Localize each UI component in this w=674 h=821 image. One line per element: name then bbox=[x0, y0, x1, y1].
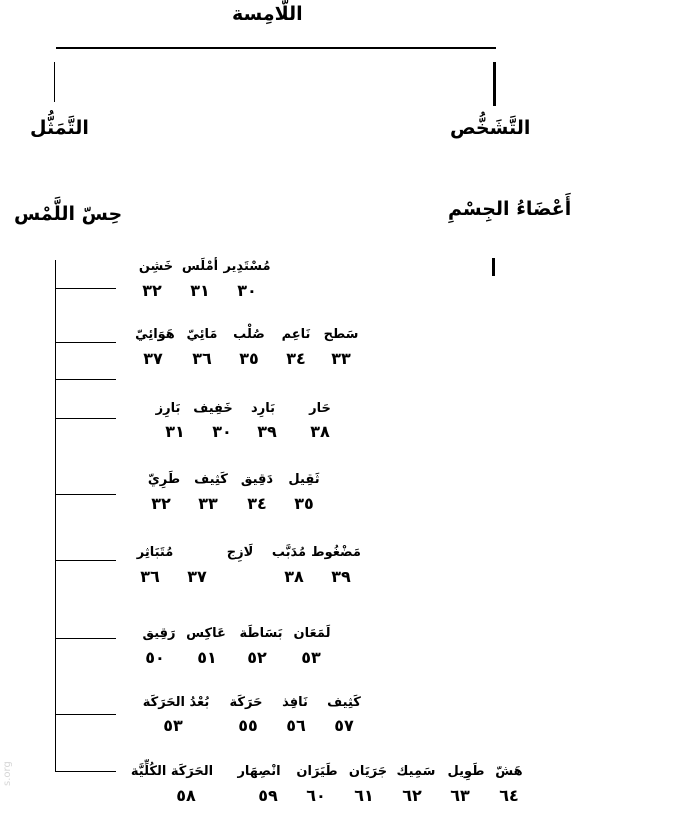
connector bbox=[56, 342, 116, 343]
row-number: ٣٢ bbox=[142, 281, 162, 300]
row-word: عَاكِس bbox=[186, 626, 226, 641]
row-word: خَشِن bbox=[138, 259, 174, 274]
connector bbox=[56, 418, 116, 419]
row-number: ٥٩ bbox=[258, 786, 278, 805]
row-word: كَثِيف bbox=[327, 695, 361, 710]
row-number: ٥٣ bbox=[163, 716, 183, 735]
row-word: مَضْغُوط bbox=[311, 545, 361, 560]
row-word: لَمَعَان bbox=[293, 626, 331, 641]
row-word: نَافِذ bbox=[282, 695, 308, 710]
row-word: هَوَائِيّ bbox=[135, 327, 175, 342]
row-word: صُلْب bbox=[233, 327, 265, 342]
row-word: طَيَرَان bbox=[296, 764, 338, 779]
row-number: ٣٧ bbox=[143, 349, 163, 368]
row-word: أمْلَس bbox=[181, 259, 219, 274]
row-number: ٣٨ bbox=[310, 422, 330, 441]
row-word: رَقِيق bbox=[142, 626, 176, 641]
row-number: ٥٢ bbox=[247, 648, 267, 667]
left-branch-title: التَّمَثُّل bbox=[30, 117, 89, 139]
row-word: الحَرَكَة الكُلِّيَّة bbox=[130, 764, 214, 779]
row-word: سَطح bbox=[323, 327, 359, 342]
connector bbox=[56, 714, 116, 715]
row-word: طَرِيّ bbox=[147, 472, 181, 487]
row-number: ٣٩ bbox=[257, 422, 277, 441]
root-horizontal-line bbox=[56, 47, 496, 49]
root-label: اللّامِسة bbox=[232, 3, 303, 25]
connector bbox=[56, 771, 116, 772]
left-branch-line bbox=[54, 62, 55, 102]
row-word: خَفِيف bbox=[193, 401, 233, 416]
connector bbox=[56, 288, 116, 289]
row-number: ٣٥ bbox=[294, 494, 314, 513]
row-word: جَرَيَان bbox=[348, 764, 388, 779]
row-number: ٥٠ bbox=[145, 648, 165, 667]
row-word: بُعْدُ الحَرَكَة bbox=[142, 695, 210, 710]
row-number: ٣٩ bbox=[331, 567, 351, 586]
row-number: ٣٠ bbox=[237, 281, 257, 300]
row-number: ٣٥ bbox=[239, 349, 259, 368]
row-word: بَارِد bbox=[251, 401, 275, 416]
row-number: ٥٦ bbox=[286, 716, 306, 735]
row-word: ثَقِيل bbox=[288, 472, 320, 487]
row-number: ٣٣ bbox=[198, 494, 218, 513]
row-word: مُدَبَّب bbox=[271, 545, 307, 560]
row-number: ٥٥ bbox=[238, 716, 258, 735]
right-branch-child: أَعْضَاءُ الجِسْمِ bbox=[448, 198, 572, 220]
row-number: ٣١ bbox=[165, 422, 185, 441]
row-number: ٣٨ bbox=[284, 567, 304, 586]
row-number: ٣٦ bbox=[140, 567, 160, 586]
row-word: مُسْتَدِير bbox=[223, 259, 271, 274]
row-number: ٦٣ bbox=[450, 786, 470, 805]
row-word: دَقِيق bbox=[240, 472, 274, 487]
row-word: بَسَاطَة bbox=[239, 626, 283, 641]
row-word: حَار bbox=[309, 401, 331, 416]
row-number: ٦١ bbox=[354, 786, 374, 805]
row-word: هَشّ bbox=[495, 764, 523, 779]
right-branch-tail-line bbox=[492, 258, 495, 276]
row-number: ٣٠ bbox=[212, 422, 232, 441]
row-number: ٥٨ bbox=[176, 786, 196, 805]
row-word: نَاعِم bbox=[281, 327, 311, 342]
row-word: بَارِز bbox=[155, 401, 181, 416]
row-number: ٣١ bbox=[190, 281, 210, 300]
row-number: ٣٣ bbox=[331, 349, 351, 368]
row-word: سَمِيك bbox=[396, 764, 436, 779]
row-number: ٣٧ bbox=[187, 567, 207, 586]
connector bbox=[56, 638, 116, 639]
row-word: مَائِيّ bbox=[186, 327, 218, 342]
row-word: طَوِيل bbox=[447, 764, 485, 779]
row-word: كَثِيف bbox=[194, 472, 228, 487]
row-word: انْصِهَار bbox=[237, 764, 281, 779]
connector bbox=[56, 494, 116, 495]
row-number: ٦٤ bbox=[499, 786, 519, 805]
connector bbox=[56, 560, 116, 561]
row-number: ٣٦ bbox=[192, 349, 212, 368]
row-word: لَازِج bbox=[226, 545, 254, 560]
row-number: ٣٤ bbox=[286, 349, 306, 368]
row-number: ٥١ bbox=[197, 648, 217, 667]
row-word: حَرَكَة bbox=[229, 695, 263, 710]
row-word: مُتَبَاثِر bbox=[136, 545, 174, 560]
row-number: ٣٢ bbox=[151, 494, 171, 513]
right-branch-line bbox=[493, 62, 496, 106]
left-branch-child: حِسّ اللَّمْس bbox=[14, 203, 123, 225]
right-branch-title: التَّشَخُّص bbox=[450, 117, 531, 139]
row-number: ٥٧ bbox=[334, 716, 354, 735]
row-number: ٣٤ bbox=[247, 494, 267, 513]
row-number: ٦٢ bbox=[402, 786, 422, 805]
spine-line bbox=[55, 260, 56, 772]
connector bbox=[56, 379, 116, 380]
row-number: ٥٣ bbox=[301, 648, 321, 667]
watermark-text: s.org bbox=[2, 761, 13, 786]
row-number: ٦٠ bbox=[306, 786, 326, 805]
